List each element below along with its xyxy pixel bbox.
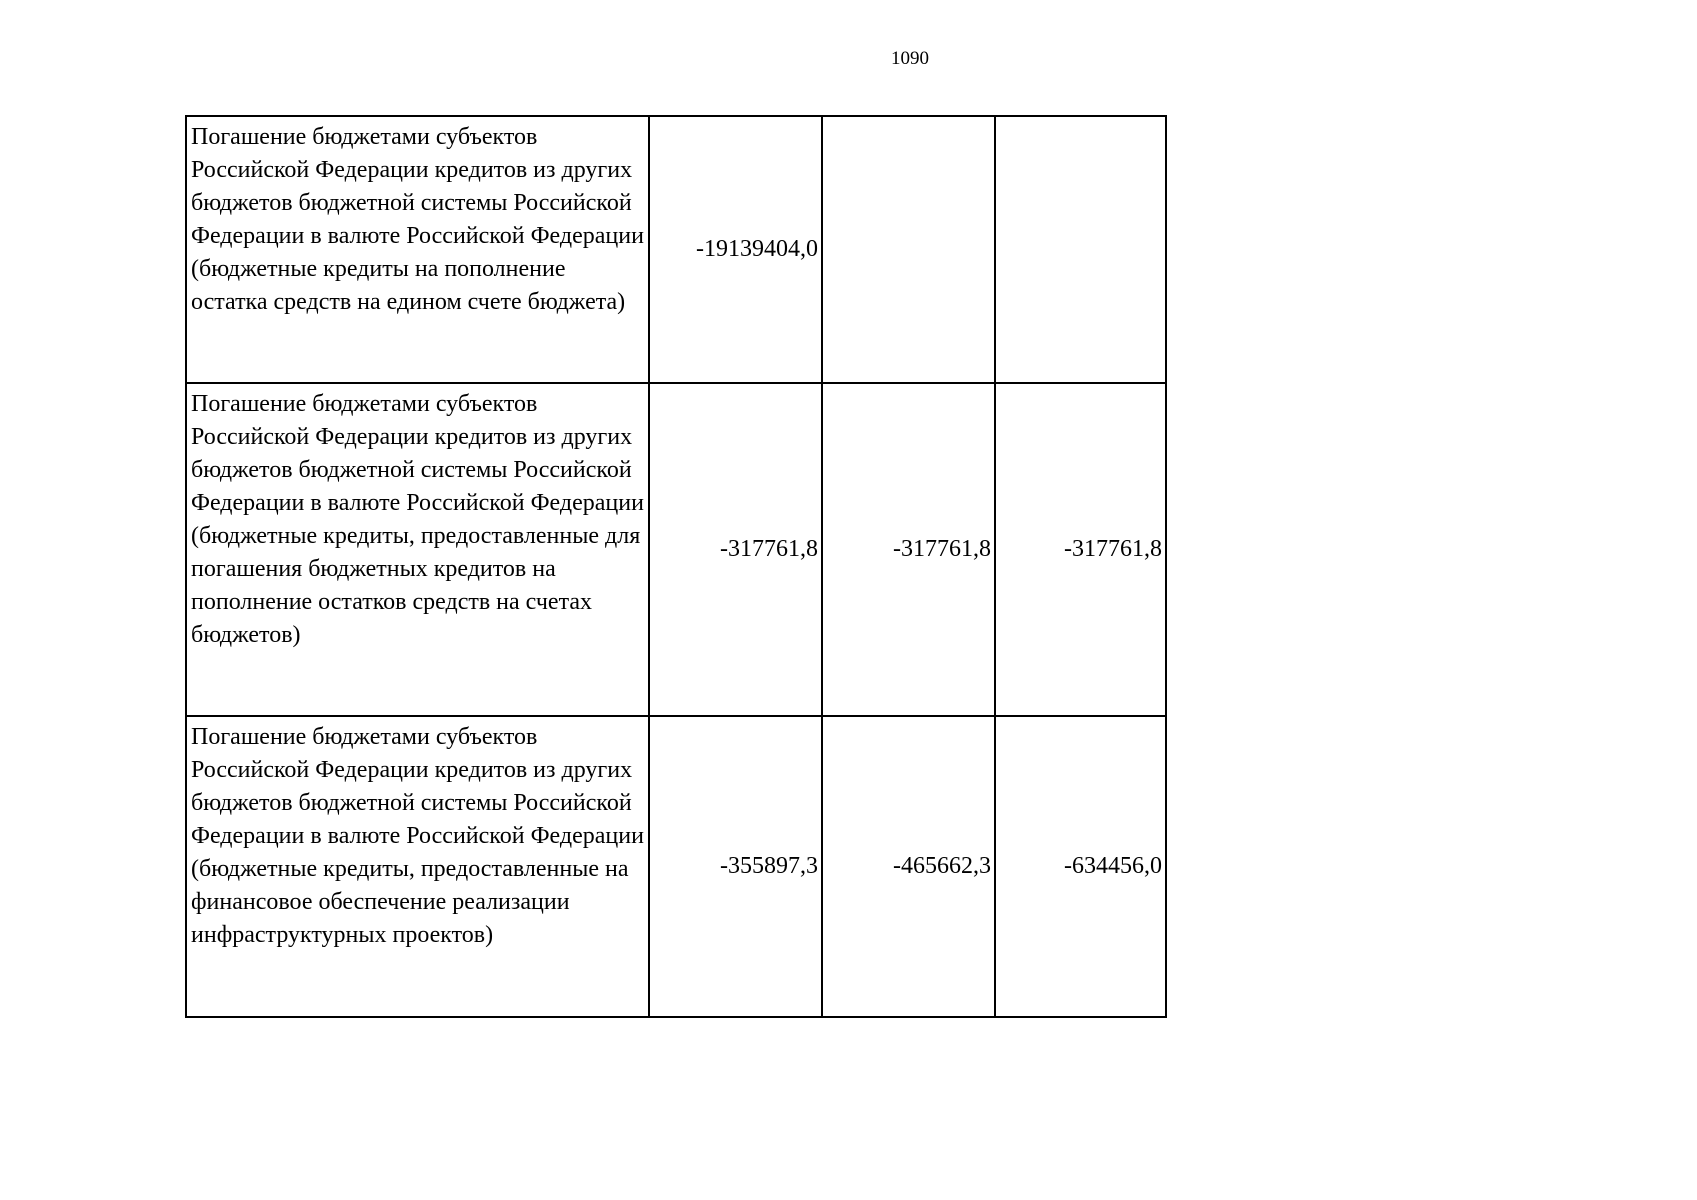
row-description: Погашение бюджетами субъектов Российской Федерации кредитов из других бюджетов бюджетной системы Российской Федерации в валюте Российской Федерации (бюджетные кредиты на пополнение остатка средств на едином счете бюджета) [191,124,644,315]
row-description: Погашение бюджетами субъектов Российской Федерации кредитов из других бюджетов бюджетной системы Российской Федерации в валюте Российской Федерации (бюджетные кредиты, предоставленные для погашения бюджетных кредитов на пополнение остатков средств на счетах бюджетов) [191,391,644,648]
value-cell-col2: -317761,8 [822,383,995,716]
row-description-cell [186,116,649,383]
value-cell-col3: -317761,8 [995,383,1166,716]
page-number: 1090 [891,48,929,69]
table-row [186,383,1166,716]
value-cell-col3: -634456,0 [995,716,1166,1017]
value-cell-col1: -355897,3 [649,716,822,1017]
table-row [186,716,1166,1017]
value-cell-col2: -465662,3 [822,716,995,1017]
budget-table [185,115,1167,1018]
value-cell-col1: -317761,8 [649,383,822,716]
value-cell-col3 [995,116,1166,383]
value-cell-col2 [822,116,995,383]
row-description-cell [186,383,649,716]
value-cell-col1: -19139404,0 [649,116,822,383]
row-description-cell [186,716,649,1017]
table-row [186,116,1166,383]
row-description: Погашение бюджетами субъектов Российской Федерации кредитов из других бюджетов бюджетной системы Российской Федерации в валюте Российской Федерации (бюджетные кредиты, предоставленные на финансовое обеспечение реализации инфраструктурных проектов) [191,724,644,948]
